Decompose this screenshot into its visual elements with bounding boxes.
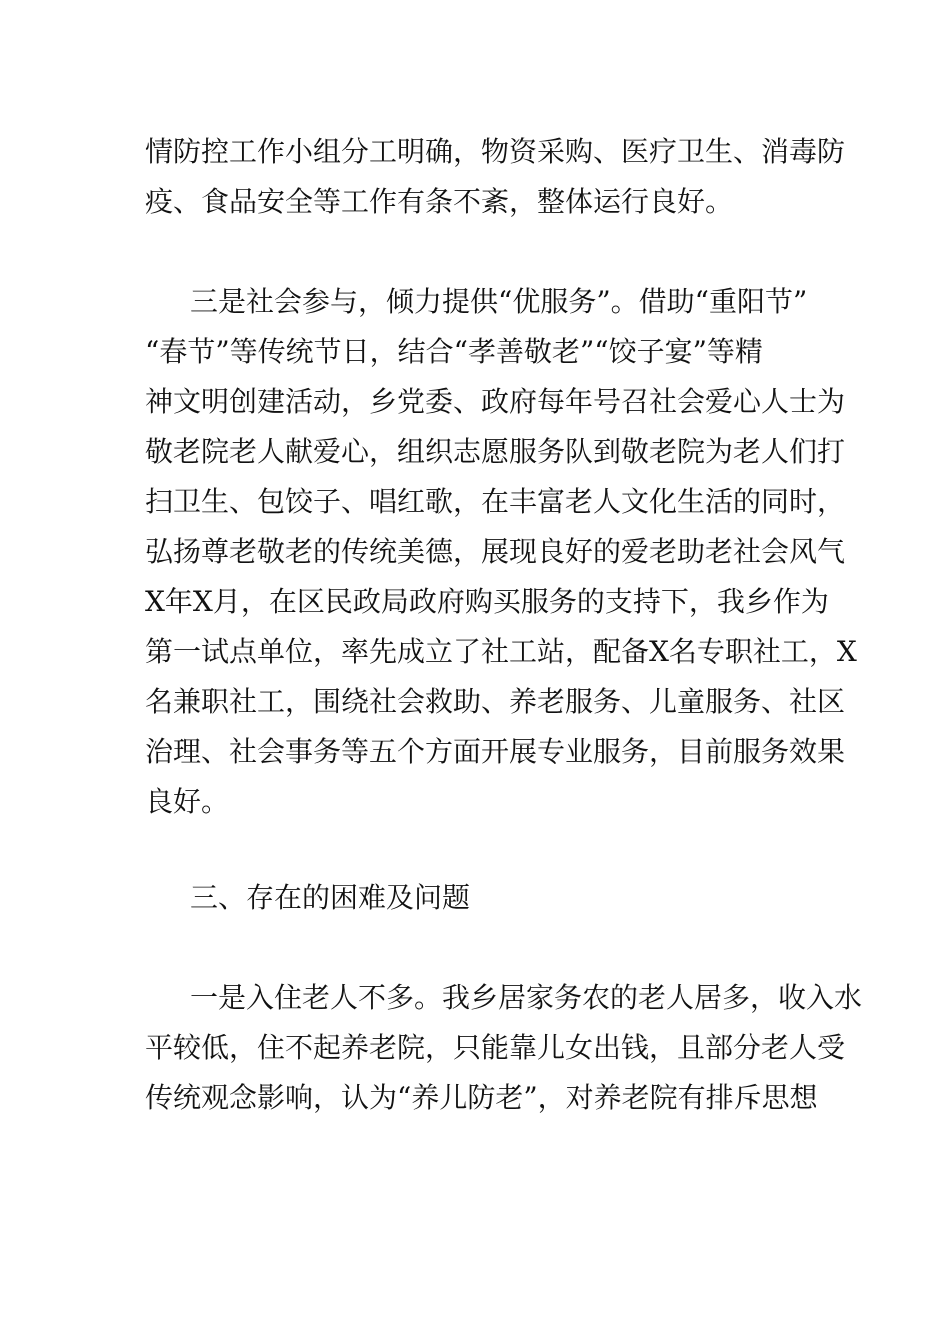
paragraph-line: 扫卫生、包饺子、唱红歌，在丰富老人文化生活的同时， [145,485,846,518]
paragraph-line: 三是社会参与，倾力提供“优服务”。借助“重阳节” [190,285,808,318]
paragraph-line: 名兼职社工，围绕社会救助、养老服务、儿童服务、社区 [145,685,846,718]
paragraph-line: 情防控工作小组分工明确，物资采购、医疗卫生、消毒防 [145,135,846,168]
paragraph-line: 神文明创建活动，乡党委、政府每年号召社会爱心人士为 [145,385,846,418]
paragraph-line: 敬老院老人献爱心，组织志愿服务队到敬老院为老人们打 [145,435,846,468]
paragraph-line: 第一试点单位，率先成立了社工站，配备X名专职社工，X [145,635,857,668]
paragraph-line: X年X月，在区民政局政府购买服务的支持下，我乡作为 [145,585,829,618]
paragraph-line: 弘扬尊老敬老的传统美德，展现良好的爱老助老社会风气 [145,535,846,568]
section-heading: 三、存在的困难及问题 [190,881,471,914]
paragraph-line: 平较低，住不起养老院，只能靠儿女出钱，且部分老人受 [145,1031,846,1064]
paragraph-line: 良好。 [145,785,230,818]
paragraph-line: 一是入住老人不多。我乡居家务农的老人居多，收入水 [190,981,863,1014]
paragraph-line: 疫、食品安全等工作有条不紊，整体运行良好。 [145,185,734,218]
paragraph-line: “春节”等传统节日，结合“孝善敬老”“饺子宴”等精 [145,335,763,368]
paragraph-line: 传统观念影响，认为“养儿防老”，对养老院有排斥思想 [145,1081,818,1114]
paragraph-line: 治理、社会事务等五个方面开展专业服务，目前服务效果 [145,735,846,768]
